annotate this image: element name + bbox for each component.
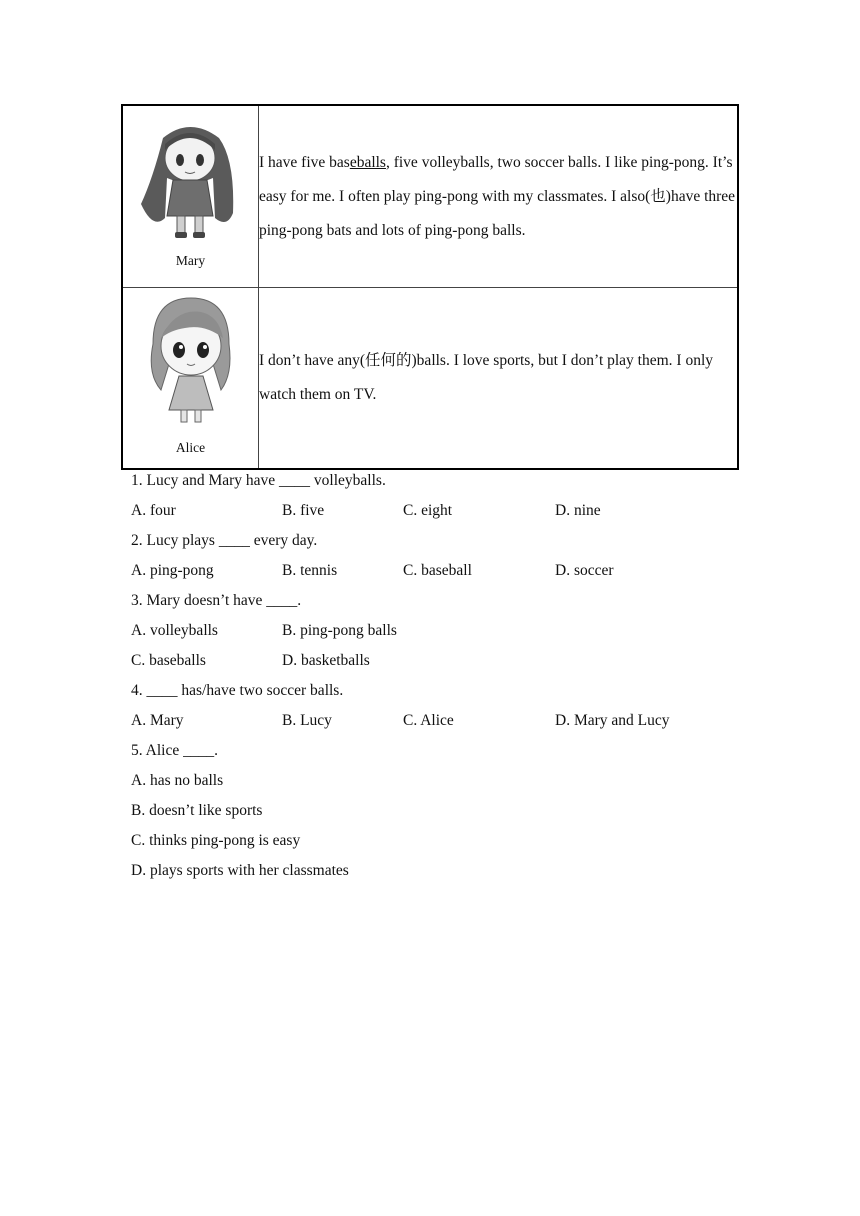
mary-passage-underlined: eballs	[349, 153, 386, 171]
passage-row-alice	[122, 288, 738, 470]
question-4-stem: 4. ____ has/have two soccer balls.	[131, 682, 344, 699]
mary-picture-cell	[122, 105, 259, 288]
question-1-option-c: C. eight	[403, 502, 453, 519]
question-1-options	[131, 496, 751, 526]
question-4-options	[131, 706, 751, 736]
question-3-option-a: A. volleyballs	[131, 622, 218, 639]
alice-passage-text: I don’t have any(任何的)balls. I love sports, but I don’t play them. I only watch them on TV.	[259, 288, 739, 470]
question-2-option-d: D. soccer	[555, 562, 614, 579]
question-1-option-d: D. nine	[555, 502, 601, 519]
question-4-option-a: A. Mary	[131, 712, 184, 729]
mary-passage-part-1: I have five bas	[259, 153, 350, 171]
question-4-option-c: C. Alice	[403, 712, 454, 729]
question-3-option-d: D. basketballs	[282, 652, 370, 669]
passage-row-mary	[122, 105, 738, 288]
question-5-option-b: B. doesn’t like sports	[131, 802, 263, 819]
mary-passage-part-2: , five volleyballs, two soccer balls. I like ping-pong. It’s easy for me. I often play ping-pong with my classmates. I also(也)have three ping-pong bats and lots of ping-pong balls.	[259, 153, 736, 239]
question-3-options-row-1	[131, 616, 751, 646]
question-3-options-row-2	[131, 646, 751, 676]
question-5-option-c: C. thinks ping-pong is easy	[131, 832, 301, 849]
question-1-option-a: A. four	[131, 502, 176, 519]
question-4-option-d: D. Mary and Lucy	[555, 712, 670, 729]
question-list	[131, 466, 751, 886]
question-2-stem: 2. Lucy plays ____ every day.	[131, 532, 318, 549]
question-3-option-b: B. ping-pong balls	[282, 622, 397, 639]
alice-picture-cell	[122, 288, 259, 470]
question-2-options	[131, 556, 751, 586]
mary-passage-text	[259, 105, 739, 288]
question-2-option-a: A. ping-pong	[131, 562, 214, 579]
passage-table	[121, 104, 739, 470]
mary-name-label: Mary	[175, 253, 206, 268]
girl-short-hair-icon	[135, 294, 245, 429]
question-5-stem: 5. Alice ____.	[131, 742, 218, 759]
girl-long-hair-icon	[135, 118, 245, 243]
question-5-option-d: D. plays sports with her classmates	[131, 862, 349, 879]
question-5-option-a: A. has no balls	[131, 772, 224, 789]
question-3-stem: 3. Mary doesn’t have ____.	[131, 592, 302, 609]
question-4-option-b: B. Lucy	[282, 712, 332, 729]
question-2-option-c: C. baseball	[403, 562, 472, 579]
question-1-stem: 1. Lucy and Mary have ____ volleyballs.	[131, 472, 386, 489]
question-1-option-b: B. five	[282, 502, 325, 519]
question-2-option-b: B. tennis	[282, 562, 338, 579]
alice-name-label: Alice	[175, 440, 206, 455]
question-3-option-c: C. baseballs	[131, 652, 206, 669]
